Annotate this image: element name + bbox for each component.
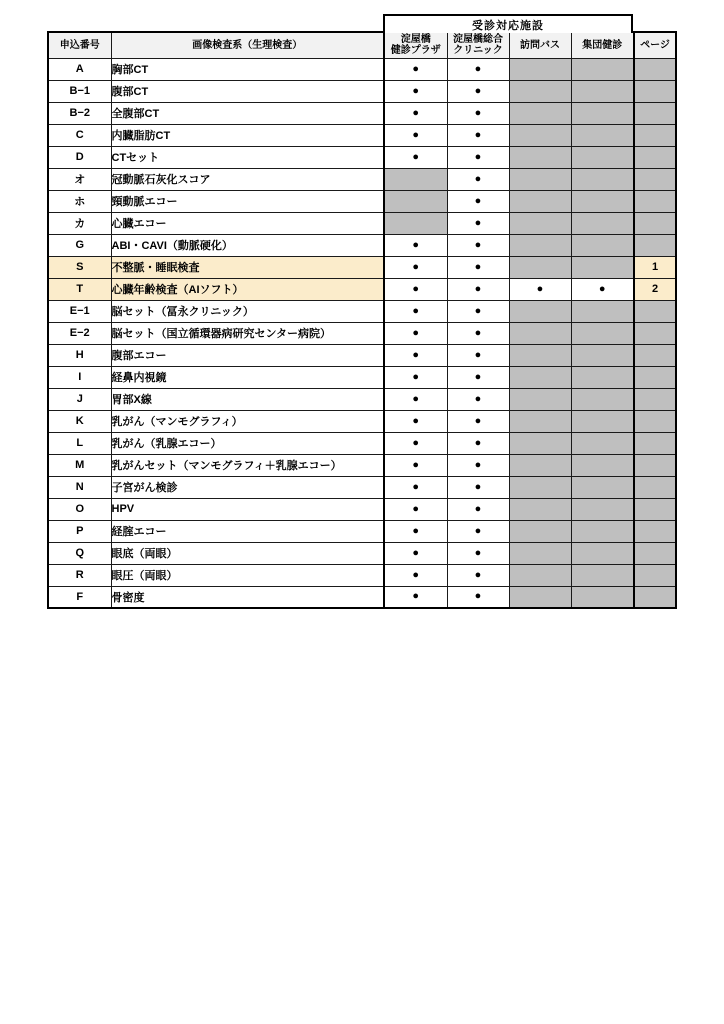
page-empty-cell [634, 344, 676, 366]
unavailable-cell [384, 168, 447, 190]
table-row [48, 146, 676, 168]
row-exam-name: 経鼻内視鏡 [111, 366, 384, 388]
availability-dot: ● [384, 344, 447, 366]
availability-dot: ● [447, 410, 509, 432]
availability-dot: ● [384, 300, 447, 322]
row-application-number: B−2 [48, 102, 111, 124]
page-empty-cell [634, 388, 676, 410]
table-row [48, 322, 676, 344]
unavailable-cell [571, 410, 634, 432]
table-row [48, 432, 676, 454]
row-application-number: E−1 [48, 300, 111, 322]
page-empty-cell [634, 322, 676, 344]
table-row [48, 366, 676, 388]
availability-dot: ● [384, 476, 447, 498]
availability-dot: ● [384, 498, 447, 520]
col-header-facility-visiting-bus [509, 32, 571, 58]
availability-dot: ● [447, 102, 509, 124]
availability-dot: ● [447, 344, 509, 366]
row-exam-name: 経腟エコー [111, 520, 384, 542]
availability-dot: ● [447, 366, 509, 388]
row-exam-name: 乳がんセット（マンモグラフィ＋乳腺エコー） [111, 454, 384, 476]
col-header-label: ページ [640, 39, 670, 51]
table-row [48, 498, 676, 520]
table-row [48, 410, 676, 432]
unavailable-cell [509, 256, 571, 278]
table-row [48, 168, 676, 190]
row-exam-name: 眼圧（両眼） [111, 564, 384, 586]
unavailable-cell [509, 234, 571, 256]
unavailable-cell [509, 300, 571, 322]
unavailable-cell [384, 190, 447, 212]
col-header-label: 申込番号 [59, 39, 100, 51]
row-application-number: K [48, 410, 111, 432]
row-application-number: J [48, 388, 111, 410]
availability-dot: ● [447, 80, 509, 102]
unavailable-cell [571, 432, 634, 454]
unavailable-cell [571, 256, 634, 278]
col-header-application-number [48, 32, 111, 58]
availability-dot: ● [447, 300, 509, 322]
table-row [48, 388, 676, 410]
col-header-page [634, 32, 676, 58]
unavailable-cell [509, 124, 571, 146]
unavailable-cell [571, 168, 634, 190]
table-row [48, 102, 676, 124]
row-application-number: D [48, 146, 111, 168]
row-exam-name: ABI・CAVI（動脈硬化） [111, 234, 384, 256]
availability-dot: ● [447, 586, 509, 608]
unavailable-cell [509, 80, 571, 102]
facility-name-line: 健診プラザ [390, 45, 441, 57]
table-row [48, 476, 676, 498]
row-application-number: P [48, 520, 111, 542]
page-empty-cell [634, 234, 676, 256]
facility-name-line: 集団健診 [582, 39, 623, 51]
table-row [48, 256, 676, 278]
exam-table-wrapper [47, 14, 677, 609]
unavailable-cell [509, 476, 571, 498]
table-row [48, 520, 676, 542]
row-exam-name: 頸動脈エコー [111, 190, 384, 212]
availability-dot: ● [384, 366, 447, 388]
table-row [48, 234, 676, 256]
unavailable-cell [571, 564, 634, 586]
availability-dot: ● [447, 278, 509, 300]
page-empty-cell [634, 432, 676, 454]
facility-name-line: クリニック [453, 45, 503, 57]
col-header-exam-type [111, 32, 384, 58]
row-exam-name: 眼底（両眼） [111, 542, 384, 564]
availability-dot: ● [384, 102, 447, 124]
page-number: 1 [634, 256, 676, 278]
row-exam-name: 腹部エコー [111, 344, 384, 366]
unavailable-cell [571, 80, 634, 102]
row-exam-name: 心臓年齢検査（AIソフト） [111, 278, 384, 300]
availability-dot: ● [447, 190, 509, 212]
page-empty-cell [634, 190, 676, 212]
row-exam-name: 腹部CT [111, 80, 384, 102]
unavailable-cell [384, 212, 447, 234]
availability-dot: ● [384, 454, 447, 476]
table-row [48, 124, 676, 146]
row-exam-name: 骨密度 [111, 586, 384, 608]
availability-dot: ● [384, 278, 447, 300]
availability-dot: ● [384, 146, 447, 168]
table-row [48, 344, 676, 366]
row-application-number: G [48, 234, 111, 256]
availability-dot: ● [447, 168, 509, 190]
availability-dot: ● [384, 564, 447, 586]
availability-dot: ● [384, 58, 447, 80]
row-application-number: T [48, 278, 111, 300]
row-application-number: N [48, 476, 111, 498]
row-application-number: I [48, 366, 111, 388]
table-row [48, 190, 676, 212]
unavailable-cell [571, 190, 634, 212]
page-empty-cell [634, 498, 676, 520]
unavailable-cell [571, 454, 634, 476]
row-exam-name: 子宮がん検診 [111, 476, 384, 498]
row-exam-name: 心臓エコー [111, 212, 384, 234]
row-application-number: ホ [48, 190, 111, 212]
page-empty-cell [634, 476, 676, 498]
unavailable-cell [571, 102, 634, 124]
unavailable-cell [571, 366, 634, 388]
row-exam-name: CTセット [111, 146, 384, 168]
table-row [48, 564, 676, 586]
availability-dot: ● [447, 234, 509, 256]
table-row [48, 586, 676, 608]
page-empty-cell [634, 520, 676, 542]
row-exam-name: 脳セット（冨永クリニック） [111, 300, 384, 322]
unavailable-cell [509, 520, 571, 542]
availability-dot: ● [509, 278, 571, 300]
unavailable-cell [571, 300, 634, 322]
availability-dot: ● [571, 278, 634, 300]
row-exam-name: 胸部CT [111, 58, 384, 80]
row-exam-name: 脳セット（国立循環器病研究センター病院） [111, 322, 384, 344]
row-application-number: B−1 [48, 80, 111, 102]
page-empty-cell [634, 454, 676, 476]
unavailable-cell [509, 410, 571, 432]
page-empty-cell [634, 124, 676, 146]
table-row [48, 454, 676, 476]
facility-name-line: 淀屋橋総合 [453, 34, 503, 46]
row-application-number: Q [48, 542, 111, 564]
col-header-facility-yodoyabashi-clinic [447, 32, 509, 58]
unavailable-cell [509, 586, 571, 608]
availability-dot: ● [384, 520, 447, 542]
page-empty-cell [634, 212, 676, 234]
table-body [48, 58, 676, 608]
availability-dot: ● [447, 322, 509, 344]
unavailable-cell [509, 168, 571, 190]
row-exam-name: 乳がん（乳腺エコー） [111, 432, 384, 454]
availability-dot: ● [384, 432, 447, 454]
header-row [48, 32, 676, 58]
availability-dot: ● [447, 432, 509, 454]
availability-dot: ● [447, 388, 509, 410]
table-row [48, 58, 676, 80]
row-application-number: M [48, 454, 111, 476]
unavailable-cell [571, 146, 634, 168]
row-application-number: オ [48, 168, 111, 190]
unavailable-cell [571, 586, 634, 608]
unavailable-cell [509, 212, 571, 234]
page-empty-cell [634, 564, 676, 586]
row-application-number: S [48, 256, 111, 278]
unavailable-cell [571, 322, 634, 344]
page-number: 2 [634, 278, 676, 300]
availability-dot: ● [447, 256, 509, 278]
availability-dot: ● [384, 256, 447, 278]
page-empty-cell [634, 542, 676, 564]
row-exam-name: 乳がん（マンモグラフィ） [111, 410, 384, 432]
page-empty-cell [634, 300, 676, 322]
row-application-number: A [48, 58, 111, 80]
row-application-number: F [48, 586, 111, 608]
row-application-number: O [48, 498, 111, 520]
availability-dot: ● [384, 410, 447, 432]
row-exam-name: 冠動脈石灰化スコア [111, 168, 384, 190]
availability-dot: ● [447, 542, 509, 564]
col-header-facility-yodoyabashi-plaza [384, 32, 447, 58]
availability-dot: ● [384, 542, 447, 564]
unavailable-cell [571, 520, 634, 542]
availability-dot: ● [384, 388, 447, 410]
unavailable-cell [509, 432, 571, 454]
col-header-label: 画像検査系（生理検査） [192, 39, 303, 51]
unavailable-cell [509, 146, 571, 168]
page-empty-cell [634, 146, 676, 168]
availability-dot: ● [447, 476, 509, 498]
unavailable-cell [509, 344, 571, 366]
availability-dot: ● [447, 124, 509, 146]
unavailable-cell [571, 124, 634, 146]
exam-availability-table [47, 31, 677, 609]
page-empty-cell [634, 410, 676, 432]
row-application-number: R [48, 564, 111, 586]
table-row [48, 212, 676, 234]
page-empty-cell [634, 80, 676, 102]
unavailable-cell [571, 476, 634, 498]
row-application-number: L [48, 432, 111, 454]
unavailable-cell [509, 58, 571, 80]
availability-dot: ● [447, 454, 509, 476]
unavailable-cell [509, 542, 571, 564]
availability-dot: ● [384, 124, 447, 146]
unavailable-cell [571, 234, 634, 256]
unavailable-cell [571, 542, 634, 564]
table-row [48, 542, 676, 564]
unavailable-cell [571, 388, 634, 410]
availability-dot: ● [384, 586, 447, 608]
row-application-number: C [48, 124, 111, 146]
col-header-facility-group-checkup [571, 32, 634, 58]
row-exam-name: 内臓脂肪CT [111, 124, 384, 146]
table-row [48, 278, 676, 300]
row-application-number: H [48, 344, 111, 366]
page-empty-cell [634, 58, 676, 80]
availability-dot: ● [447, 520, 509, 542]
unavailable-cell [571, 58, 634, 80]
unavailable-cell [509, 190, 571, 212]
facility-group-header: 受診対応施設 [383, 14, 633, 33]
unavailable-cell [509, 102, 571, 124]
availability-dot: ● [447, 498, 509, 520]
row-application-number: E−2 [48, 322, 111, 344]
row-exam-name: 全腹部CT [111, 102, 384, 124]
row-application-number: カ [48, 212, 111, 234]
table-row [48, 80, 676, 102]
page-empty-cell [634, 168, 676, 190]
availability-dot: ● [447, 564, 509, 586]
availability-dot: ● [384, 322, 447, 344]
availability-dot: ● [384, 234, 447, 256]
availability-dot: ● [384, 80, 447, 102]
unavailable-cell [509, 366, 571, 388]
availability-dot: ● [447, 58, 509, 80]
unavailable-cell [571, 344, 634, 366]
unavailable-cell [509, 564, 571, 586]
page-empty-cell [634, 586, 676, 608]
unavailable-cell [509, 498, 571, 520]
availability-dot: ● [447, 212, 509, 234]
page-empty-cell [634, 366, 676, 388]
row-exam-name: HPV [111, 498, 384, 520]
unavailable-cell [571, 212, 634, 234]
availability-dot: ● [447, 146, 509, 168]
facility-name-line: 訪問バス [520, 39, 560, 51]
table-row [48, 300, 676, 322]
unavailable-cell [571, 498, 634, 520]
unavailable-cell [509, 454, 571, 476]
unavailable-cell [509, 322, 571, 344]
facility-name-line: 淀屋橋 [400, 34, 431, 46]
unavailable-cell [509, 388, 571, 410]
page-empty-cell [634, 102, 676, 124]
row-exam-name: 胃部X線 [111, 388, 384, 410]
row-exam-name: 不整脈・睡眠検査 [111, 256, 384, 278]
